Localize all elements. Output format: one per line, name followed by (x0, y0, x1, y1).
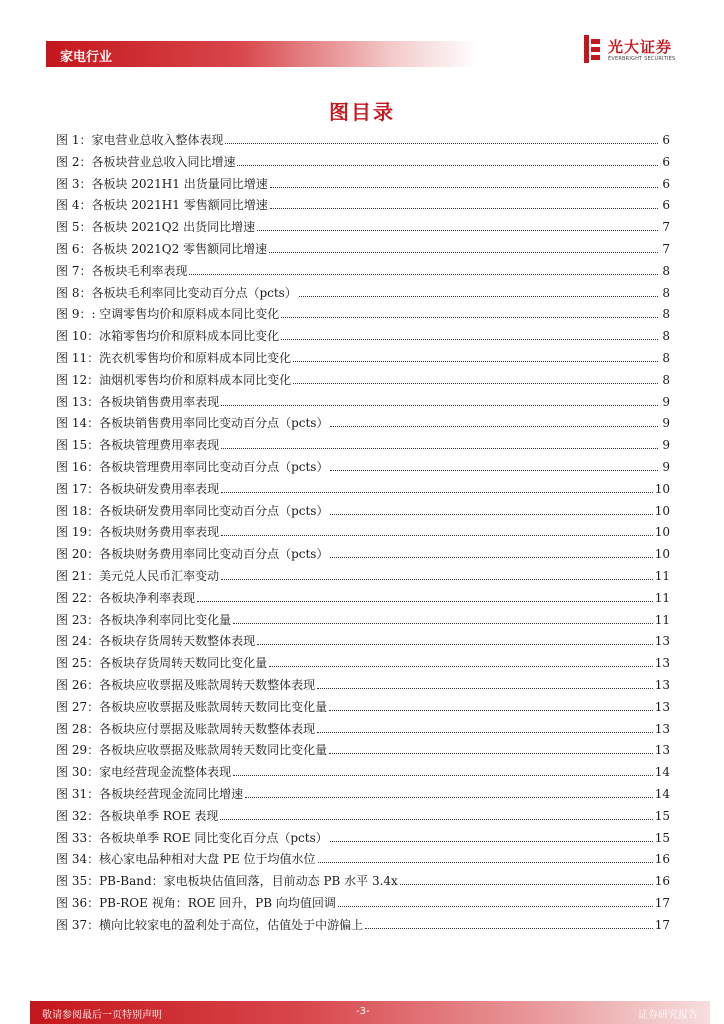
toc-entry-page: 11 (654, 590, 670, 605)
toc-entry-page: 6 (662, 198, 670, 213)
toc-leader-dots (233, 775, 653, 776)
toc-entry-page: 6 (662, 133, 670, 147)
toc-entry[interactable] (56, 675, 670, 697)
toc-leader-dots (293, 383, 658, 384)
toc-entry-page: 10 (654, 547, 670, 562)
toc-entry-page: 13 (654, 656, 670, 671)
toc-entry-page: 13 (654, 721, 670, 736)
toc-entry-page: 8 (662, 372, 670, 387)
toc-entry-label: 图 21：美元兑人民币汇率变动 (56, 568, 220, 583)
toc-entry-label: 图 13：各板块销售费用率表现 (56, 394, 220, 409)
toc-leader-dots (281, 339, 658, 340)
toc-entry-label: 图 36：PB-ROE 视角：ROE 回升，PB 向均值回调 (56, 895, 336, 910)
toc-entry[interactable] (56, 392, 670, 414)
toc-entry[interactable] (56, 501, 670, 523)
toc-leader-dots (317, 732, 653, 733)
toc-leader-dots (330, 841, 653, 842)
toc-entry-page: 11 (654, 612, 670, 627)
page-title: 图目录 (329, 100, 395, 124)
toc-leader-dots (330, 426, 658, 427)
toc-leader-dots (330, 514, 652, 515)
footer-disclaimer: 敬请参阅最后一页特别声明 (42, 1010, 162, 1021)
toc-leader-dots (330, 557, 652, 558)
toc-entry-page: 8 (662, 307, 670, 322)
toc-entry[interactable] (56, 326, 670, 348)
toc-entry-page: 14 (654, 765, 670, 780)
toc-leader-dots (317, 688, 653, 689)
toc-entry-label: 图 32：各板块单季 ROE 表现 (56, 808, 219, 823)
toc-leader-dots (299, 296, 658, 297)
logo-mark-icon (582, 35, 602, 63)
toc-entry-label: 图 35：PB-Band：家电板块估值回落，目前动态 PB 水平 3.4x (56, 874, 398, 889)
toc-entry-label: 图 34：核心家电品种相对大盘 PE 位于均值水位 (56, 852, 316, 867)
toc-entry[interactable] (56, 828, 670, 850)
toc-leader-dots (365, 928, 653, 929)
toc-entry-page: 7 (662, 241, 670, 256)
toc-entry[interactable] (56, 457, 670, 479)
toc-entry-page: 17 (654, 917, 670, 932)
toc-entry-page: 15 (654, 830, 670, 845)
toc-entry-label: 图 2：各板块营业总收入同比增速 (56, 154, 236, 169)
toc-entry-page: 13 (654, 699, 670, 714)
toc-entry[interactable] (56, 348, 670, 370)
toc-entry[interactable] (56, 261, 670, 283)
toc-leader-dots (329, 710, 653, 711)
toc-leader-dots (270, 208, 658, 209)
toc-leader-dots (233, 623, 653, 624)
toc-leader-dots (221, 492, 653, 493)
toc-entry-label: 图 15：各板块管理费用率表现 (56, 438, 220, 453)
toc-entry-label: 图 30：家电经营现金流整体表现 (56, 765, 232, 780)
toc-entry[interactable] (56, 871, 670, 893)
toc-entry[interactable] (56, 370, 670, 392)
logo-name-en: EVERBRIGHT SECURITIES (608, 56, 676, 62)
toc-entry-label: 图 12：油烟机零售均价和原料成本同比变化 (56, 372, 292, 387)
company-logo (582, 33, 678, 69)
toc-leader-dots (281, 317, 658, 318)
toc-entry[interactable] (56, 544, 670, 566)
toc-leader-dots (221, 535, 653, 536)
toc-entry-label: 图 17：各板块研发费用率表现 (56, 481, 220, 496)
toc-entry-label: 图 11：洗衣机零售均价和原料成本同比变化 (56, 350, 292, 365)
toc-entry-label: 图 16：各板块管理费用率同比变动百分点（pcts） (56, 459, 329, 474)
toc-leader-dots (197, 601, 653, 602)
toc-entry[interactable] (56, 304, 670, 326)
toc-entry-label: 图 28：各板块应付票据及账款周转天数整体表现 (56, 721, 316, 736)
toc-entry-label: 图 5：各板块 2021Q2 出货同比增速 (56, 220, 256, 235)
toc-entry-page: 13 (654, 634, 670, 649)
toc-entry-label: 图 8：各板块毛利率同比变动百分点（pcts） (56, 285, 297, 300)
toc-entry[interactable] (56, 479, 670, 501)
toc-leader-dots (189, 274, 658, 275)
toc-entry[interactable] (56, 566, 670, 588)
toc-leader-dots (330, 470, 658, 471)
toc-entry-label: 图 7：各板块毛利率表现 (56, 263, 188, 278)
toc-leader-dots (237, 165, 658, 166)
toc-leader-dots (245, 797, 653, 798)
toc-entry-page: 14 (654, 786, 670, 801)
toc-leader-dots (269, 252, 658, 253)
toc-entry[interactable] (56, 849, 670, 871)
toc-leader-dots (257, 644, 653, 645)
figure-list (56, 130, 670, 936)
toc-entry-page: 8 (662, 285, 670, 300)
toc-entry-page: 10 (654, 481, 670, 496)
toc-entry-page: 9 (662, 416, 670, 431)
toc-leader-dots (225, 143, 658, 144)
toc-leader-dots (329, 753, 653, 754)
toc-leader-dots (338, 906, 653, 907)
toc-entry[interactable] (56, 915, 670, 937)
toc-entry[interactable] (56, 806, 670, 828)
toc-leader-dots (257, 230, 658, 231)
toc-entry-label: 图 31：各板块经营现金流同比增速 (56, 786, 244, 801)
toc-entry-label: 图 22：各板块净利率表现 (56, 590, 196, 605)
toc-entry[interactable] (56, 762, 670, 784)
toc-leader-dots (220, 819, 652, 820)
toc-entry[interactable] (56, 784, 670, 806)
toc-entry[interactable] (56, 697, 670, 719)
toc-entry-label: 图 26：各板块应收票据及账款周转天数整体表现 (56, 677, 316, 692)
toc-entry[interactable] (56, 631, 670, 653)
toc-leader-dots (318, 862, 653, 863)
toc-leader-dots (269, 666, 653, 667)
toc-entry[interactable] (56, 283, 670, 305)
footer-band (30, 1001, 710, 1024)
toc-entry-page: 8 (662, 263, 670, 278)
toc-entry-page: 15 (654, 808, 670, 823)
toc-entry[interactable] (56, 719, 670, 741)
toc-entry[interactable] (56, 653, 670, 675)
toc-entry[interactable] (56, 217, 670, 239)
toc-entry[interactable] (56, 893, 670, 915)
toc-leader-dots (221, 579, 653, 580)
footer-page-number: -3- (356, 1006, 370, 1017)
toc-entry-page: 13 (654, 677, 670, 692)
toc-leader-dots (221, 448, 658, 449)
toc-entry[interactable] (56, 195, 670, 217)
toc-entry[interactable] (56, 413, 670, 435)
toc-entry-page: 8 (662, 350, 670, 365)
toc-entry-label: 图 6：各板块 2021Q2 零售额同比增速 (56, 241, 268, 256)
toc-entry-label: 图 9：: 空调零售均价和原料成本同比变化 (56, 307, 280, 322)
toc-entry[interactable] (56, 740, 670, 762)
toc-entry-label: 图 3：各板块 2021H1 出货量同比增速 (56, 176, 268, 191)
toc-entry-page: 9 (662, 459, 670, 474)
toc-entry-page: 13 (654, 743, 670, 758)
footer-report-type: 证券研究报告 (638, 1010, 698, 1021)
toc-leader-dots (400, 884, 653, 885)
toc-entry-label: 图 24：各板块存货周转天数整体表现 (56, 634, 256, 649)
toc-entry-page: 6 (662, 154, 670, 169)
toc-entry-label: 图 25：各板块存货周转天数同比变化量 (56, 656, 268, 671)
header-band (46, 41, 478, 67)
toc-entry-page: 8 (662, 329, 670, 344)
toc-entry-page: 10 (654, 525, 670, 540)
toc-entry-page: 17 (654, 895, 670, 910)
toc-entry-page: 11 (654, 568, 670, 583)
logo-name-cn: 光大证券 (608, 38, 673, 56)
toc-entry[interactable] (56, 174, 670, 196)
toc-leader-dots (293, 361, 658, 362)
toc-entry-label: 图 29：各板块应收票据及账款周转天数同比变化量 (56, 743, 328, 758)
toc-leader-dots (270, 187, 658, 188)
header-section-label: 家电行业 (60, 50, 113, 65)
toc-entry-label: 图 27：各板块应收票据及账款周转天数同比变化量 (56, 699, 328, 714)
toc-entry-label: 图 37：横向比较家电的盈利处于高位，估值处于中游偏上 (56, 917, 364, 932)
toc-entry-page: 9 (662, 394, 670, 409)
toc-entry-label: 图 4：各板块 2021H1 零售额同比增速 (56, 198, 268, 213)
toc-entry-label: 图 18：各板块研发费用率同比变动百分点（pcts） (56, 503, 329, 518)
toc-entry[interactable] (56, 588, 670, 610)
toc-entry-page: 16 (654, 852, 670, 867)
toc-entry[interactable] (56, 435, 670, 457)
toc-entry[interactable] (56, 130, 670, 152)
toc-entry-page: 10 (654, 503, 670, 518)
toc-entry-label: 图 19：各板块财务费用率表现 (56, 525, 220, 540)
toc-entry-label: 图 10：冰箱零售均价和原料成本同比变化 (56, 329, 280, 344)
toc-entry-label: 图 1：家电营业总收入整体表现 (56, 133, 224, 147)
toc-entry-page: 16 (654, 874, 670, 889)
toc-entry-label: 图 20：各板块财务费用率同比变动百分点（pcts） (56, 547, 329, 562)
toc-entry[interactable] (56, 522, 670, 544)
toc-entry-label: 图 14：各板块销售费用率同比变动百分点（pcts） (56, 416, 329, 431)
toc-leader-dots (221, 405, 658, 406)
toc-entry[interactable] (56, 239, 670, 261)
toc-entry[interactable] (56, 152, 670, 174)
toc-entry-page: 7 (662, 220, 670, 235)
toc-entry[interactable] (56, 610, 670, 632)
toc-entry-page: 6 (662, 176, 670, 191)
toc-entry-label: 图 33：各板块单季 ROE 同比变化百分点（pcts） (56, 830, 328, 845)
toc-entry-label: 图 23：各板块净利率同比变化量 (56, 612, 232, 627)
toc-entry-page: 9 (662, 438, 670, 453)
